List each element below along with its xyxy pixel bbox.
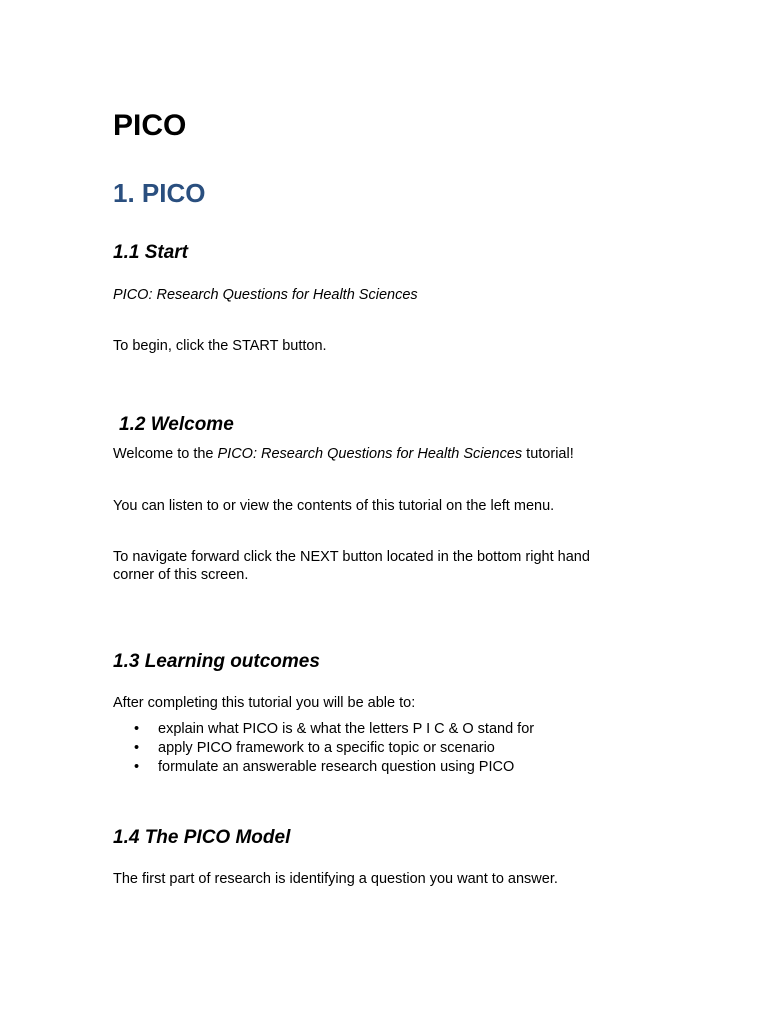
outcomes-list [113,720,534,777]
welcome-intro-prefix: Welcome to the [113,446,218,462]
section-heading-outcomes: 1.3 Learning outcomes [113,651,320,672]
start-subtitle: PICO: Research Questions for Health Sciences [113,287,418,303]
list-item-text: apply PICO framework to a specific topic or scenario [158,740,495,756]
section-heading-start: 1.1 Start [113,242,188,263]
list-item-text: explain what PICO is & what the letters P I C & O stand for [158,721,535,737]
document-title: PICO [113,109,187,142]
bullet-icon: • [134,721,140,737]
welcome-navigate-note: To navigate forward click the NEXT button located in the bottom right hand corner of this screen. [113,549,590,583]
section-heading-model: 1.4 The PICO Model [113,827,291,848]
welcome-intro-suffix: tutorial! [522,446,574,462]
model-text: The first part of research is identifying a question you want to answer. [113,871,558,887]
start-instruction: To begin, click the START button. [113,338,327,354]
list-item [113,720,534,739]
section-heading-welcome: 1.2 Welcome [119,414,234,435]
bullet-icon: • [134,740,140,756]
list-item [113,739,534,758]
bullet-icon: • [134,759,140,775]
welcome-menu-note: You can listen to or view the contents of this tutorial on the left menu. [113,498,555,514]
welcome-intro [113,445,653,463]
list-item-text: formulate an answerable research question using PICO [158,759,515,775]
outcomes-lead: After completing this tutorial you will be able to: [113,695,416,711]
list-item [113,758,534,777]
chapter-title: 1. PICO [113,178,206,208]
welcome-intro-title: PICO: Research Questions for Health Sciences [217,446,523,462]
